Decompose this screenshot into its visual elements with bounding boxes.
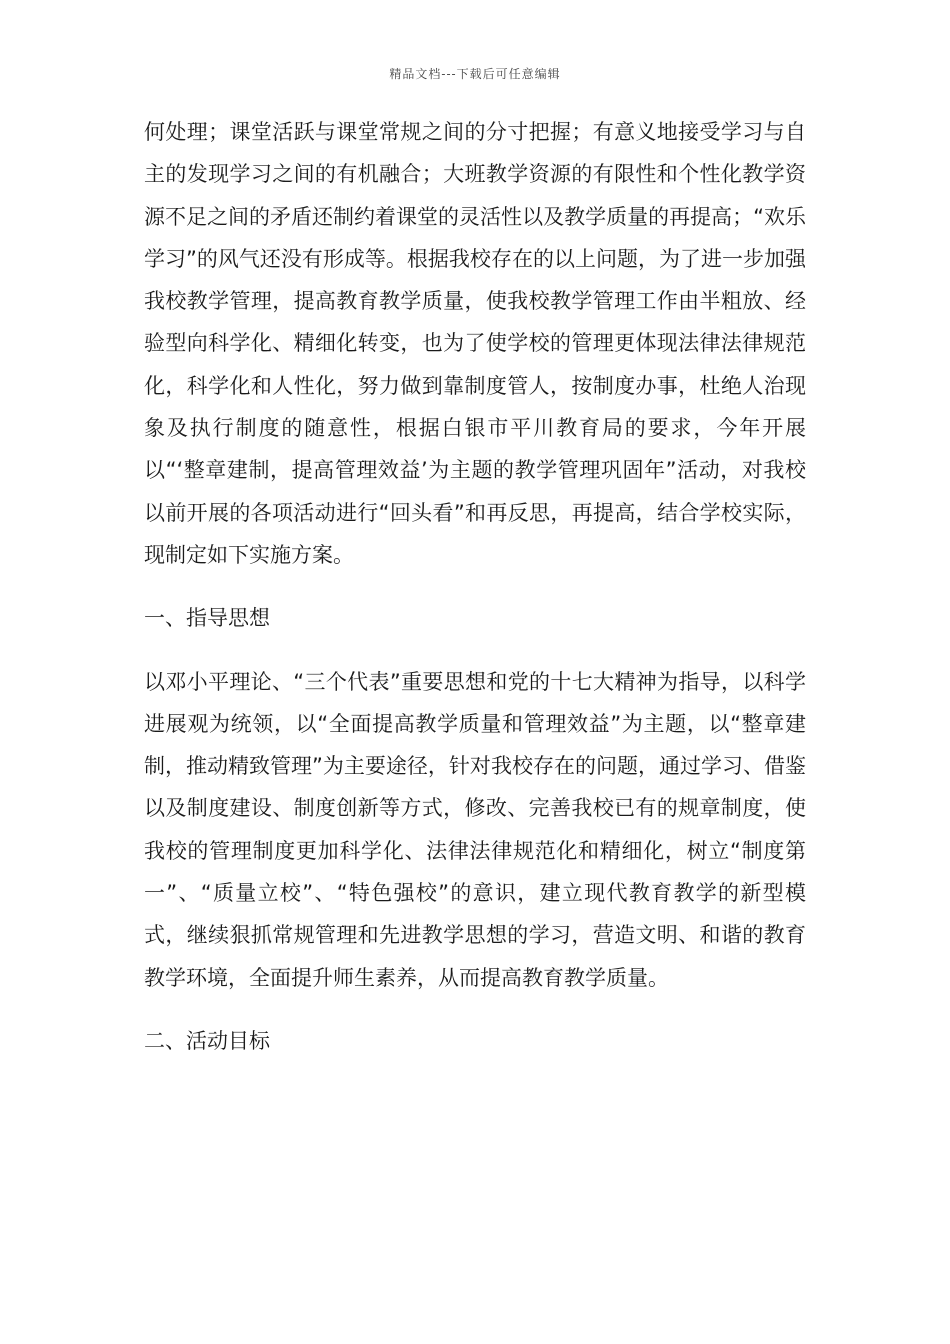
section-heading-activity-goals: 二、活动目标 (144, 1028, 270, 1053)
paragraph-guiding-ideology: 以邓小平理论、“三个代表”重要思想和党的十七大精神为指导，以科学进展观为统领，以“全面提高教学质量和管理效益”为主题，以“整章建制，推动精致管理”为主要途径，针对我校存在的问题，通过学习、借鉴以及制度建设、制度创新等方式，修改、完善我校已有的规章制度，使我校的管理制度更加科学化、法律法律规范化和精细化，树立“制度第一”、“质量立校”、“特色强校”的意识，建立现代教育教学的新型模式，继续狠抓常规管理和先进教学思想的学习，营造文明、和谐的教育教学环境，全面提升师生素养，从而提高教育教学质量。 (144, 669, 806, 990)
document-body (144, 111, 806, 1062)
section-heading-guiding-ideology: 一、指导思想 (144, 606, 270, 631)
page-header: 精品文档---下载后可任意编辑 (389, 67, 561, 81)
paragraph-implementation-background: 何处理；课堂活跃与课堂常规之间的分寸把握；有意义地接受学习与自主的发现学习之间的有机融合；大班教学资源的有限性和个性化教学资源不足之间的矛盾还制约着课堂的灵活性以及教学质量的再提高；“欢乐学习”的风气还没有形成等。根据我校存在的以上问题，为了进一步加强我校教学管理，提高教育教学质量，使我校教学管理工作由半粗放、经验型向科学化、精细化转变，也为了使学校的管理更体现法律法律规范化，科学化和人性化，努力做到靠制度管人，按制度办事，杜绝人治现象及执行制度的随意性，根据白银市平川教育局的要求，今年开展以“‘整章建制，提高管理效益’为主题的教学管理巩固年”活动，对我校以前开展的各项活动进行“回头看”和再反思，再提高，结合学校实际，现制定如下实施方案。 (144, 120, 806, 567)
